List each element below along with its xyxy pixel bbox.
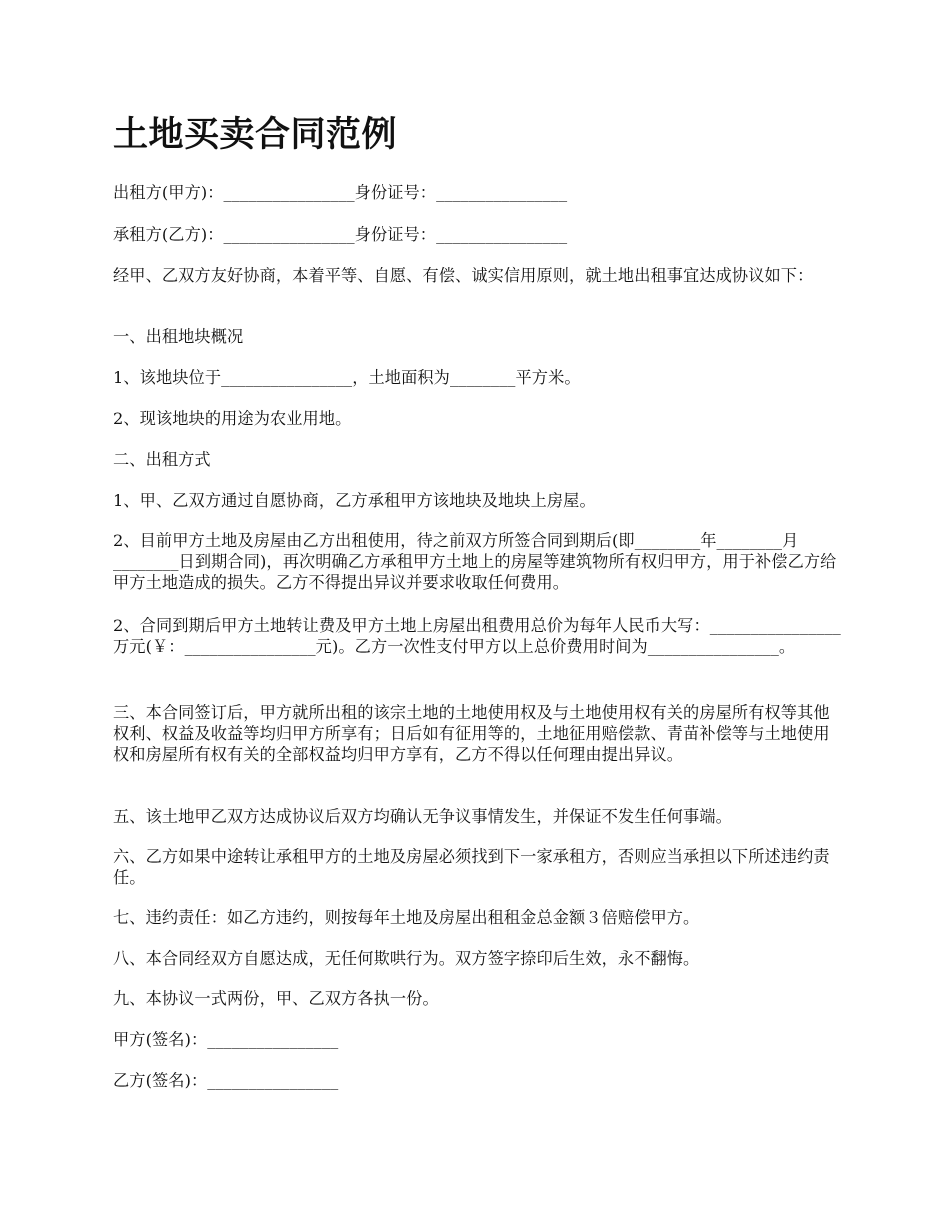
clause-payment: 2、合同到期后甲方土地转让费及甲方土地上房屋出租费用总价为每年人民币大写：________________万元(￥：________________元)。乙方一次性支付甲方以上总价费用时间为________________。: [113, 616, 841, 656]
document-title: 土地买卖合同范例: [113, 114, 398, 155]
section-seven-paragraph: 七、违约责任：如乙方违约，则按每年土地及房屋出租租金总金额３倍赔偿甲方。: [113, 908, 700, 927]
party-b-line: 承租方(乙方)：________________身份证号：________________: [113, 225, 568, 244]
section-eight-paragraph: 八、本合同经双方自愿达成，无任何欺哄行为。双方签字捺印后生效，永不翻悔。: [113, 949, 700, 968]
clause-land-use: 2、现该地块的用途为农业用地。: [113, 409, 352, 428]
clause-ownership: 2、目前甲方土地及房屋由乙方出租使用，待之前双方所签合同到期后(即________年________月________日到期合同)，再次明确乙方承租甲方土地上的房屋等建筑物所有权归甲方，用于补偿乙方给甲方土地造成的损失。乙方不得提出异议并要求收取任何费用。: [113, 531, 837, 592]
preamble-paragraph: 经甲、乙双方友好协商，本着平等、自愿、有偿、诚实信用原则，就土地出租事宜达成协议如下：: [113, 266, 814, 285]
section-five-paragraph: 五、该土地甲乙双方达成协议后双方均确认无争议事情发生，并保证不发生任何事端。: [113, 807, 732, 826]
section-heading-1: 一、出租地块概况: [113, 327, 244, 346]
signature-party-b: 乙方(签名)：________________: [113, 1071, 339, 1090]
section-three-paragraph: 三、本合同签订后，甲方就所出租的该宗土地的土地使用权及与土地使用权有关的房屋所有权等其他权利、权益及收益等均归甲方所享有；日后如有征用等的，土地征用赔偿款、青苗补偿等与土地使用权和房屋所有权有关的全部权益均归甲方享有，乙方不得以任何理由提出异议。: [113, 703, 830, 764]
clause-location: 1、该地块位于________________，土地面积为________平方米。: [113, 368, 581, 387]
section-nine-paragraph: 九、本协议一式两份，甲、乙双方各执一份。: [113, 989, 439, 1008]
section-six-paragraph: 六、乙方如果中途转让承租甲方的土地及房屋必须找到下一家承租方，否则应当承担以下所述违约责任。: [113, 847, 830, 887]
clause-lease-agreement: 1、甲、乙双方通过自愿协商，乙方承租甲方该地块及地块上房屋。: [113, 491, 596, 510]
party-a-line: 出租方(甲方)：________________身份证号：________________: [113, 183, 568, 202]
section-heading-2: 二、出租方式: [113, 450, 211, 469]
signature-party-a: 甲方(签名)：________________: [113, 1030, 339, 1049]
